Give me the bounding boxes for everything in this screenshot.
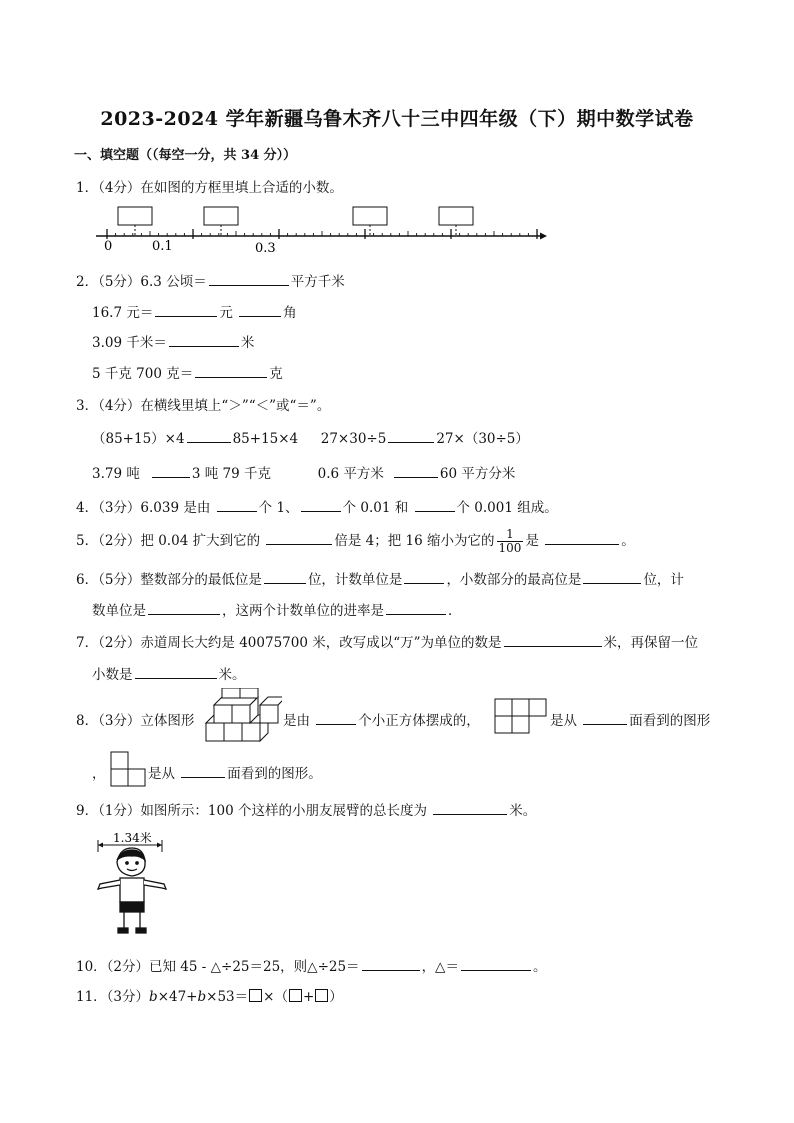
tick-label-0-3: 0.3 xyxy=(255,241,276,254)
answer-box-4[interactable] xyxy=(439,207,473,225)
answer-square[interactable] xyxy=(289,989,302,1002)
question-7: 7．（2分）赤道周长大约是 40075700 米，改写成以“万”为单位的数是 米，再保留一位 xyxy=(76,631,698,651)
view-grid-two-squares xyxy=(110,751,146,787)
fraction-one-hundredth: $\frac{1}{100}$ xyxy=(498,527,522,555)
page-title: 2023-2024 学年新疆乌鲁木齐八十三中四年级（下）期中数学试卷 xyxy=(100,108,694,130)
answer-blank[interactable] xyxy=(362,956,420,971)
tick-label-0: 0 xyxy=(104,239,113,254)
number-line-figure xyxy=(92,204,548,254)
question-8-view2: 是从 面看到的图形。 xyxy=(148,762,322,782)
question-8-view1: 是从 面看到的图形 xyxy=(550,709,710,729)
question-7b: 小数是 米。 xyxy=(92,663,246,683)
question-10: 10．（2分）已知 45 - △÷25＝25，则△÷25＝ ，△＝ 。 xyxy=(76,955,546,975)
question-2c: 3.09 千米＝ 米 xyxy=(92,331,254,351)
number-line-ticks xyxy=(107,229,537,239)
question-6b: 数单位是 ，这两个计数单位的进率是 ． xyxy=(92,599,462,619)
answer-blank[interactable] xyxy=(301,497,341,512)
answer-blank[interactable] xyxy=(388,428,434,443)
answer-blank[interactable] xyxy=(461,956,531,971)
answer-blank[interactable] xyxy=(209,271,289,286)
answer-blank[interactable] xyxy=(264,569,306,584)
question-3: 3．（4分）在横线里填上“＞”“＜”或“＝”。 xyxy=(76,398,331,414)
question-6: 6．（5分）整数部分的最低位是 位，计数单位是 ，小数部分的最高位是 位，计 xyxy=(76,568,684,588)
arm-span-label: 1.34米 xyxy=(113,831,152,845)
answer-blank[interactable] xyxy=(386,600,446,615)
question-2d: 5 千克 700 克＝ 克 xyxy=(92,362,283,382)
section-heading: 一、填空题（（每空一分，共 34 分）） xyxy=(74,148,297,163)
question-8-comma: ， xyxy=(92,766,106,782)
answer-blank[interactable] xyxy=(583,710,627,725)
answer-blank[interactable] xyxy=(155,302,217,317)
question-1: 1．（4分）在如图的方框里填上合适的小数。 xyxy=(76,180,343,196)
answer-blank[interactable] xyxy=(217,497,257,512)
answer-square[interactable] xyxy=(315,989,328,1002)
answer-blank[interactable] xyxy=(316,710,356,725)
answer-blank[interactable] xyxy=(266,530,332,545)
answer-box-2[interactable] xyxy=(204,207,238,225)
question-8: 是由 个小正方体摆成的， xyxy=(283,709,480,729)
answer-blank[interactable] xyxy=(394,463,438,478)
answer-square[interactable] xyxy=(249,989,262,1002)
question-11: 11．（3分）b×47+b×53＝ ×（ + ） xyxy=(76,989,343,1005)
answer-blank[interactable] xyxy=(239,302,281,317)
answer-blank[interactable] xyxy=(504,632,602,647)
question-8-prefix: 8．（3分）立体图形 xyxy=(76,713,195,729)
answer-blank[interactable] xyxy=(148,600,220,615)
question-2: 2．（5分）6.3 公顷＝ 平方千米 xyxy=(76,270,345,290)
answer-blank[interactable] xyxy=(583,569,641,584)
child-arm-span-figure xyxy=(92,828,170,936)
answer-box-3[interactable] xyxy=(353,207,387,225)
question-3-row1: （85+15）×4 85+15×4 27×30÷5 27×（30÷5） xyxy=(92,427,529,447)
answer-blank[interactable] xyxy=(135,664,217,679)
question-5: 5．（2分）把 0.04 扩大到它的 倍是 4；把 16 缩小为它的 $\frac{1}{100}$ 是 。 xyxy=(76,527,635,555)
answer-blank[interactable] xyxy=(545,530,619,545)
answer-blank[interactable] xyxy=(181,763,225,778)
view-grid-three-squares xyxy=(494,698,548,734)
answer-blank[interactable] xyxy=(152,463,190,478)
question-2b: 16.7 元＝ 元 角 xyxy=(92,301,297,321)
answer-blank[interactable] xyxy=(433,800,507,815)
question-9: 9．（1分）如图所示：100 个这样的小朋友展臂的总长度为 米。 xyxy=(76,799,536,819)
number-line-arrow xyxy=(540,233,547,240)
answer-box-1[interactable] xyxy=(118,207,152,225)
answer-blank[interactable] xyxy=(415,497,455,512)
answer-blank[interactable] xyxy=(404,569,444,584)
answer-blank[interactable] xyxy=(169,332,239,347)
question-3-row2: 3.79 吨 3 吨 79 千克 0.6 平方米 60 平方分米 xyxy=(92,462,515,482)
answer-blank[interactable] xyxy=(195,363,267,378)
cube-stack-figure xyxy=(204,688,282,744)
answer-blank[interactable] xyxy=(187,428,231,443)
question-4: 4．（3分）6.039 是由 个 1、 个 0.01 和 个 0.001 组成。 xyxy=(76,496,558,516)
tick-label-0-1: 0.1 xyxy=(152,239,173,254)
